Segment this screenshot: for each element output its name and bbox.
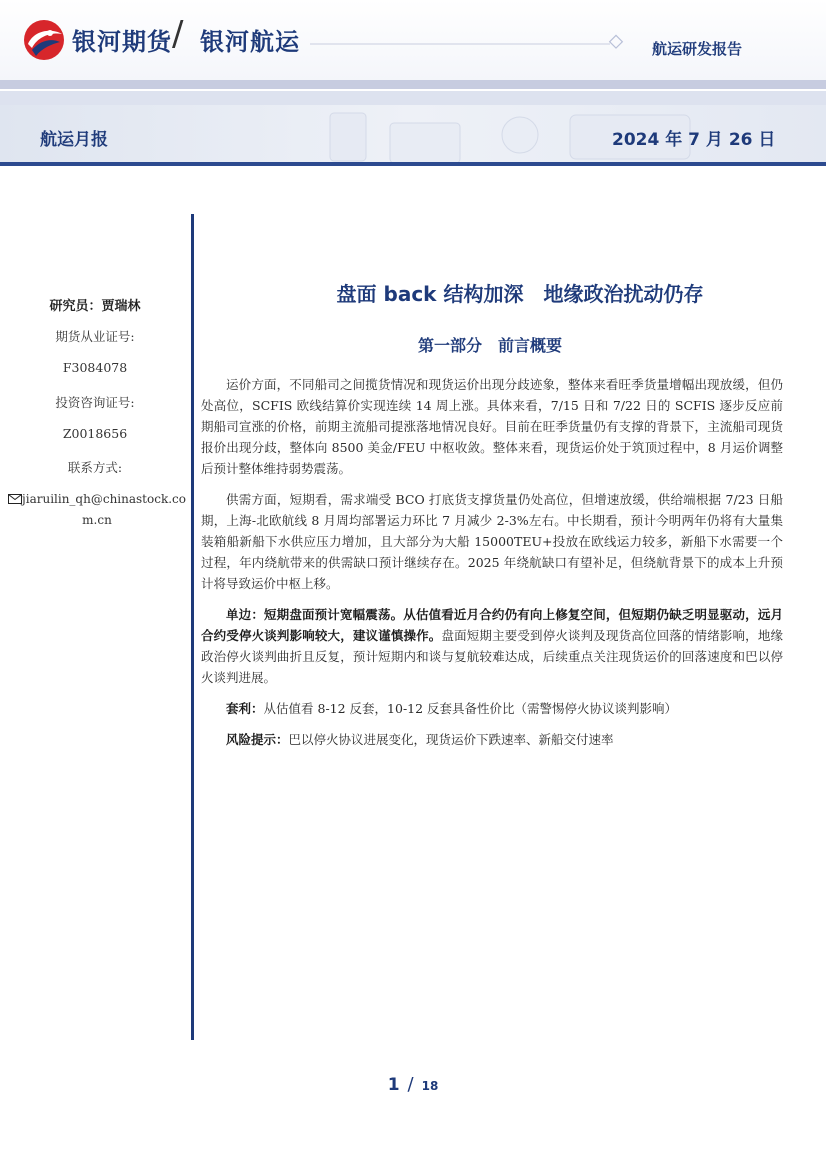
- analyst-name: 研究员：贾瑞林: [49, 299, 141, 314]
- report-headline: 盘面 back 结构加深 地缘政治扰动仍存: [336, 282, 704, 306]
- report-title-label: 航运月报: [40, 130, 108, 150]
- brand-secondary: 银河航运: [200, 28, 300, 56]
- single-side-label: 单边：: [226, 607, 264, 622]
- risk-text: 巴以停火协议进展变化，现货运价下跌速率、新船交付速率: [288, 732, 614, 747]
- header-decoration: [310, 30, 630, 54]
- single-side-detail: 盘面短期主要受到停火谈判及现货高位回落的情绪影响，地缘政治停火谈判曲折且反复，预计短期内和谈与复航较难达成，后续重点关注现货运价的回落速度和巴以停火谈判进展。: [201, 628, 783, 685]
- futures-cert-label: 期货从业证号:: [55, 329, 135, 344]
- arbitrage-label: 套利：: [226, 701, 264, 716]
- report-type: 航运研发报告: [652, 40, 743, 58]
- page-current: 1: [387, 1075, 400, 1095]
- arbitrage-text: 从估值看 8-12 反套，10-12 反套具备性价比（需警惕停火协议谈判影响）: [263, 701, 678, 716]
- invest-cert-number: Z0018656: [62, 426, 128, 441]
- risk-label: 风险提示：: [226, 732, 289, 747]
- contact-email[interactable]: jiaruilin_qh@chinastock.com.cn: [22, 492, 186, 527]
- contact-email-row: [8, 489, 186, 531]
- header-stripe: [0, 80, 826, 89]
- contact-label: 联系方式:: [67, 460, 123, 475]
- brand-primary: 银河期货: [72, 28, 172, 56]
- report-body: [201, 374, 783, 760]
- futures-cert-number: F3084078: [62, 360, 128, 375]
- sidebar-divider: [191, 214, 194, 1040]
- page-footer: [0, 1074, 826, 1095]
- brand-separator: /: [172, 14, 184, 54]
- paragraph-single-side: [201, 604, 783, 688]
- paragraph-arbitrage: [201, 698, 783, 719]
- paragraph-risk: [201, 729, 783, 750]
- paragraph-supply-demand: 供需方面，短期看，需求端受 BCO 打底货支撑货量仍处高位，但增速放缓，供给端根据 7/23 日船期，上海-北欧航线 8 月周均部署运力环比 7 月减少 2-3%左右。中长期看，预计今明两年仍将有大量集装箱船新船下水供应压力增加，且大部分为大船 15000TEU+投放在欧线运力较多，新船下水需要一个过程，年内绕航带来的供需缺口预计继续存在。2025 年绕航缺口有望补足，但绕航背景下的成本上升预计将导致运价中枢上移。: [201, 492, 783, 591]
- page-separator: /: [407, 1074, 414, 1095]
- galaxy-logo-icon: [22, 18, 66, 62]
- banner-rule: [0, 162, 826, 166]
- single-side-view: 短期盘面预计宽幅震荡。从估值看近月合约仍有向上修复空间，但短期仍缺乏明显驱动，远月合约受停火谈判影响较大，建议谨慎操作。: [201, 607, 783, 643]
- page-total: 18: [421, 1079, 439, 1093]
- invest-cert-label: 投资咨询证号:: [55, 395, 135, 410]
- header-stripe-light: [0, 91, 826, 105]
- paragraph-freight: 运价方面，不同船司之间揽货情况和现货运价出现分歧迹象，整体来看旺季货量增幅出现放缓，但仍处高位，SCFIS 欧线结算价实现连续 14 周上涨。具体来看，7/15 日和 7/22 日的 SCFIS 逐步反应前期船司宣涨的价格，前期主流船司提涨落地情况良好。目前在旺季货量仍有支撑的背景下，主流船司现货报价出现分歧，整体向 8500 美金/FEU 中枢收敛。整体来看，现货运价处于筑顶过程中，8 月运价调整后预计整体维持弱势震荡。: [201, 377, 783, 476]
- report-date: 2024 年 7 月 26 日: [612, 130, 776, 150]
- section-title: 第一部分 前言概要: [417, 336, 562, 355]
- envelope-icon: [8, 494, 22, 504]
